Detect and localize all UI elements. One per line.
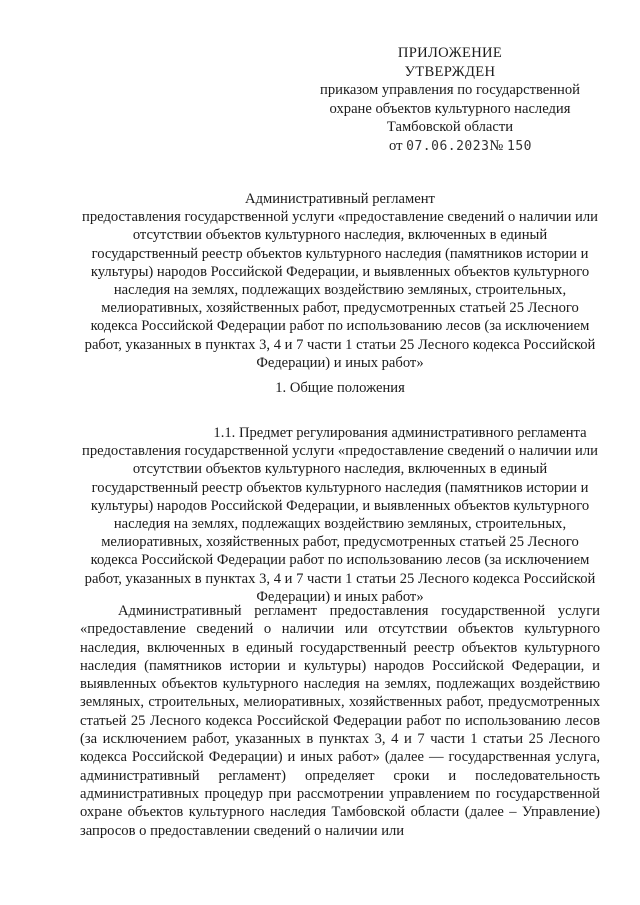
appendix-label: ПРИЛОЖЕНИЕ — [397, 45, 503, 61]
region-line: Тамбовской области — [386, 119, 514, 135]
handwritten-date: 07.06.2023 — [406, 138, 490, 154]
section-heading: 1. Общие положения — [275, 380, 405, 396]
subsection-heading: 1.1. Предмет регулирования административного регламента — [213, 425, 587, 441]
document-title — [80, 190, 600, 372]
date-prefix: от — [389, 137, 403, 154]
subsection-block — [80, 424, 600, 606]
order-date-number-line — [300, 137, 600, 157]
title-heading: Административный регламент — [245, 191, 435, 207]
body-paragraph: Административный регламент предоставления государственной услуги «предоставление сведений о наличии или отсутствии объектов культурного наследия, включенных в единый государственный реестр объектов культурного наследия (памятников истории и культуры) народов Российской Федерации, и выявленных объектов культурного наследия на землях, подлежащих воздействию земляных, строительных, мелиоративных, хозяйственных работ, предусмотренных статьей 25 Лесного кодекса Российской Федерации работ по использованию лесов (за исключением работ, указанных в пунктах 3, 4 и 7 части 1 статьи 25 Лесного кодекса Российской Федерации) и иных работ» (далее — государственная услуга, административный регламент) определяет сроки и последовательность административных процедур при рассмотрении управлением по государственной охране объектов культурного наследия Тамбовской области (далее – Управление) запросов о предоставлении сведений о наличии или — [80, 603, 600, 839]
order-line: приказом управления по государственной — [320, 82, 580, 98]
handwritten-number: 150 — [507, 138, 532, 154]
title-text: предоставления государственной услуги «предоставление сведений о наличии или отсутствии объектов культурного наследия, включенных в единый государственный реестр объектов культурного наследия (памятников истории и культуры) народов Российской Федерации, и выявленных объектов культурного наследия на землях, подлежащих воздействию земляных, строительных, мелиоративных, хозяйственных работ, предусмотренных статьей 25 Лесного кодекса Российской Федерации работ по использованию лесов (за исключением работ, указанных в пунктах 3, 4 и 7 части 1 статьи 25 Лесного кодекса Российской Федерации) и иных работ» — [82, 209, 598, 371]
subsection-text: предоставления государственной услуги «предоставление сведений о наличии или отсутствии объектов культурного наследия, включенных в единый государственный реестр объектов культурного наследия (памятников истории и культуры) народов Российской Федерации, и выявленных объектов культурного наследия на землях, подлежащих воздействию земляных, строительных, мелиоративных, хозяйственных работ, предусмотренных статьей 25 Лесного кодекса Российской Федерации работ по использованию лесов (за исключением работ, указанных в пунктах 3, 4 и 7 части 1 статьи 25 Лесного кодекса Российской Федерации) и иных работ» — [82, 443, 598, 605]
approval-stamp-block — [300, 44, 600, 156]
authority-line: охране объектов культурного наследия — [329, 100, 571, 117]
approved-label: УТВЕРЖДЕН — [404, 63, 496, 80]
number-sign: № — [489, 137, 504, 154]
